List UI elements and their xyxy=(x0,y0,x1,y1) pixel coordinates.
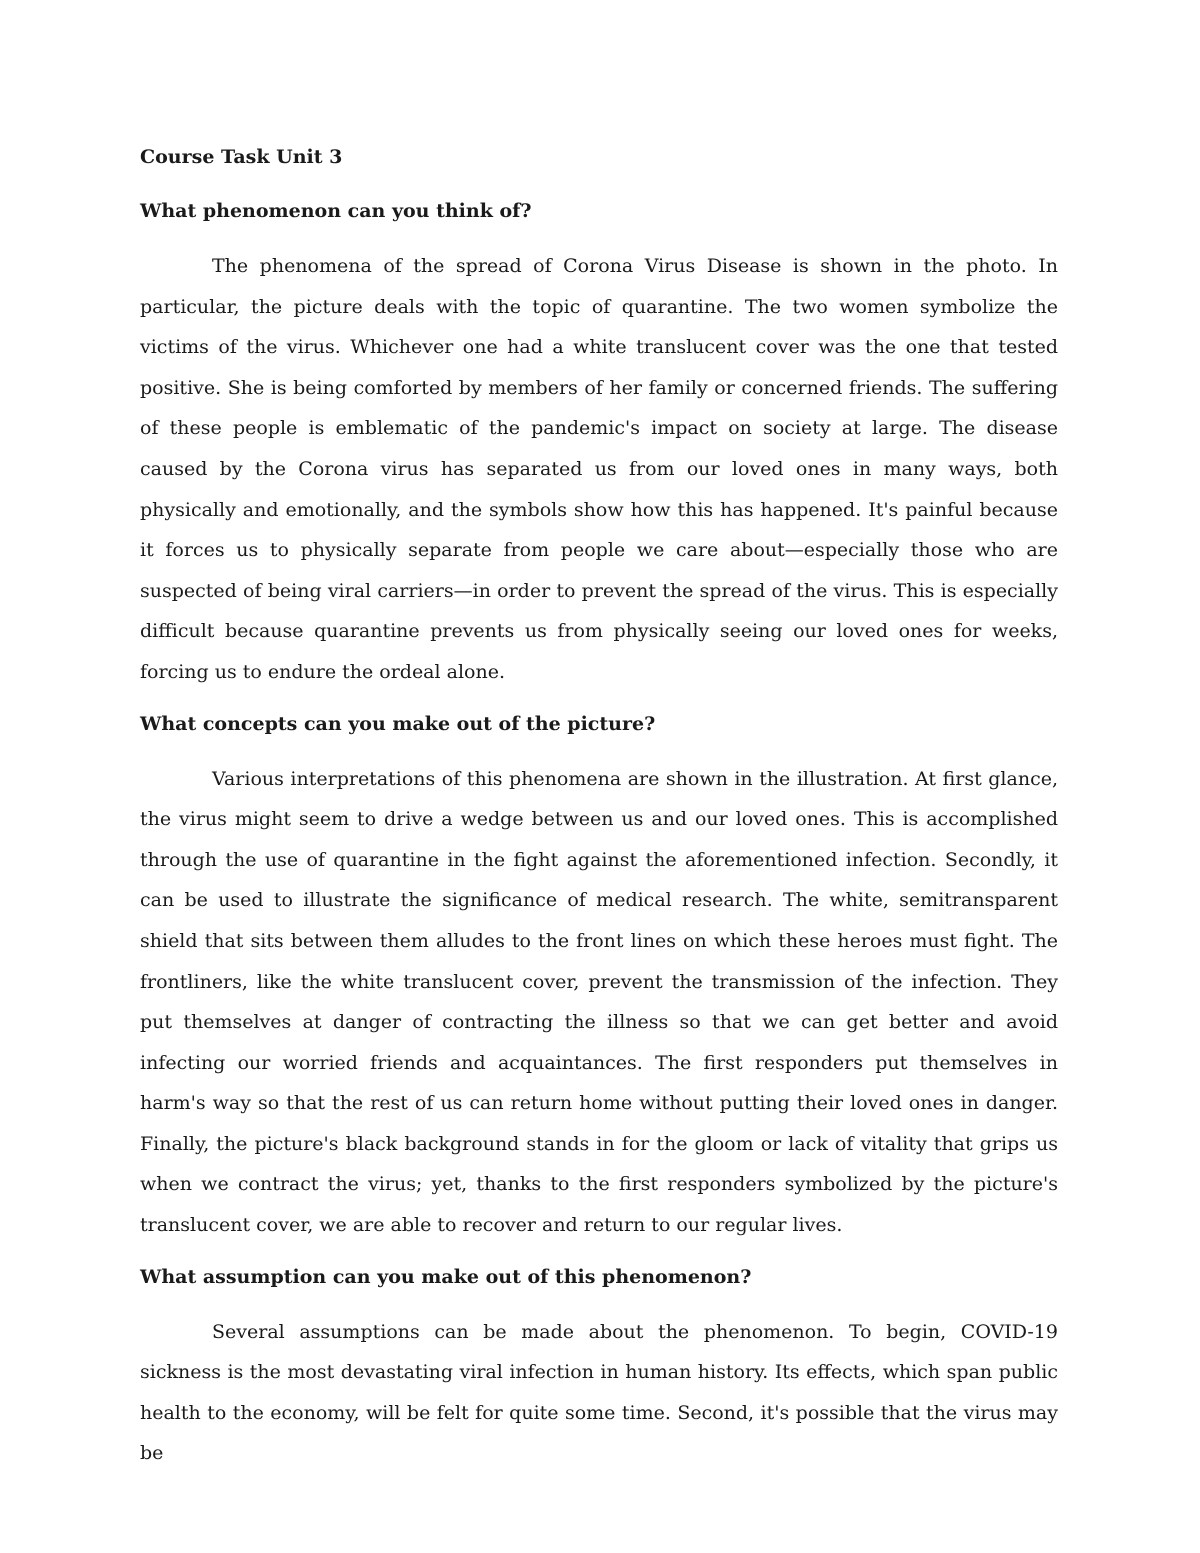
section-body-assumption: Several assumptions can be made about the phenomenon. To begin, COVID-19 sickness is the most devastating viral infection in human history. Its effects, which span public health to the economy, will be felt for quite some time. Second, it's possible that the virus may be xyxy=(140,1320,1058,1465)
spacer xyxy=(140,1294,1058,1312)
spacer xyxy=(140,228,1058,246)
section-heading-phenomenon: What phenomenon can you think of? xyxy=(140,200,532,222)
document-title: Course Task Unit 3 xyxy=(140,146,343,168)
spacer xyxy=(140,1246,1058,1260)
spacer xyxy=(140,693,1058,707)
section-body-phenomenon: The phenomena of the spread of Corona Virus Disease is shown in the photo. In particular, the picture deals with the topic of quarantine. The two women symbolize the victims of the virus. Whichever one had a white translucent cover was the one that tested positive. She is being comforted by members of her family or concerned friends. The suffering of these people is emblematic of the pandemic's impact on society at large. The disease caused by the Corona virus has separated us from our loved ones in many ways, both physically and emotionally, and the symbols show how this has happened. It's painful because it forces us to physically separate from people we care about—especially those who are suspected of being viral carriers—in order to prevent the spread of the virus. This is especially difficult because quarantine prevents us from physically seeing our loved ones for weeks, forcing us to endure the ordeal alone. xyxy=(140,255,1058,683)
section-heading-assumption: What assumption can you make out of this phenomenon? xyxy=(140,1265,752,1288)
spacer xyxy=(140,174,1058,194)
section-heading-concepts: What concepts can you make out of the picture? xyxy=(140,712,656,735)
spacer xyxy=(140,741,1058,759)
document-page xyxy=(140,140,1058,1474)
section-body-concepts: Various interpretations of this phenomena are shown in the illustration. At first glance, the virus might seem to drive a wedge between us and our loved ones. This is accomplished through the use of quarantine in the fight against the aforementioned infection. Secondly, it can be used to illustrate the significance of medical research. The white, semitransparent shield that sits between them alludes to the front lines on which these heroes must fight. The frontliners, like the white translucent cover, prevent the transmission of the infection. They put themselves at danger of contracting the illness so that we can get better and avoid infecting our worried friends and acquaintances. The first responders put themselves in harm's way so that the rest of us can return home without putting their loved ones in danger. Finally, the picture's black background stands in for the gloom or lack of vitality that grips us when we contract the virus; yet, thanks to the first responders symbolized by the picture's translucent cover, we are able to recover and return to our regular lives. xyxy=(140,767,1058,1237)
